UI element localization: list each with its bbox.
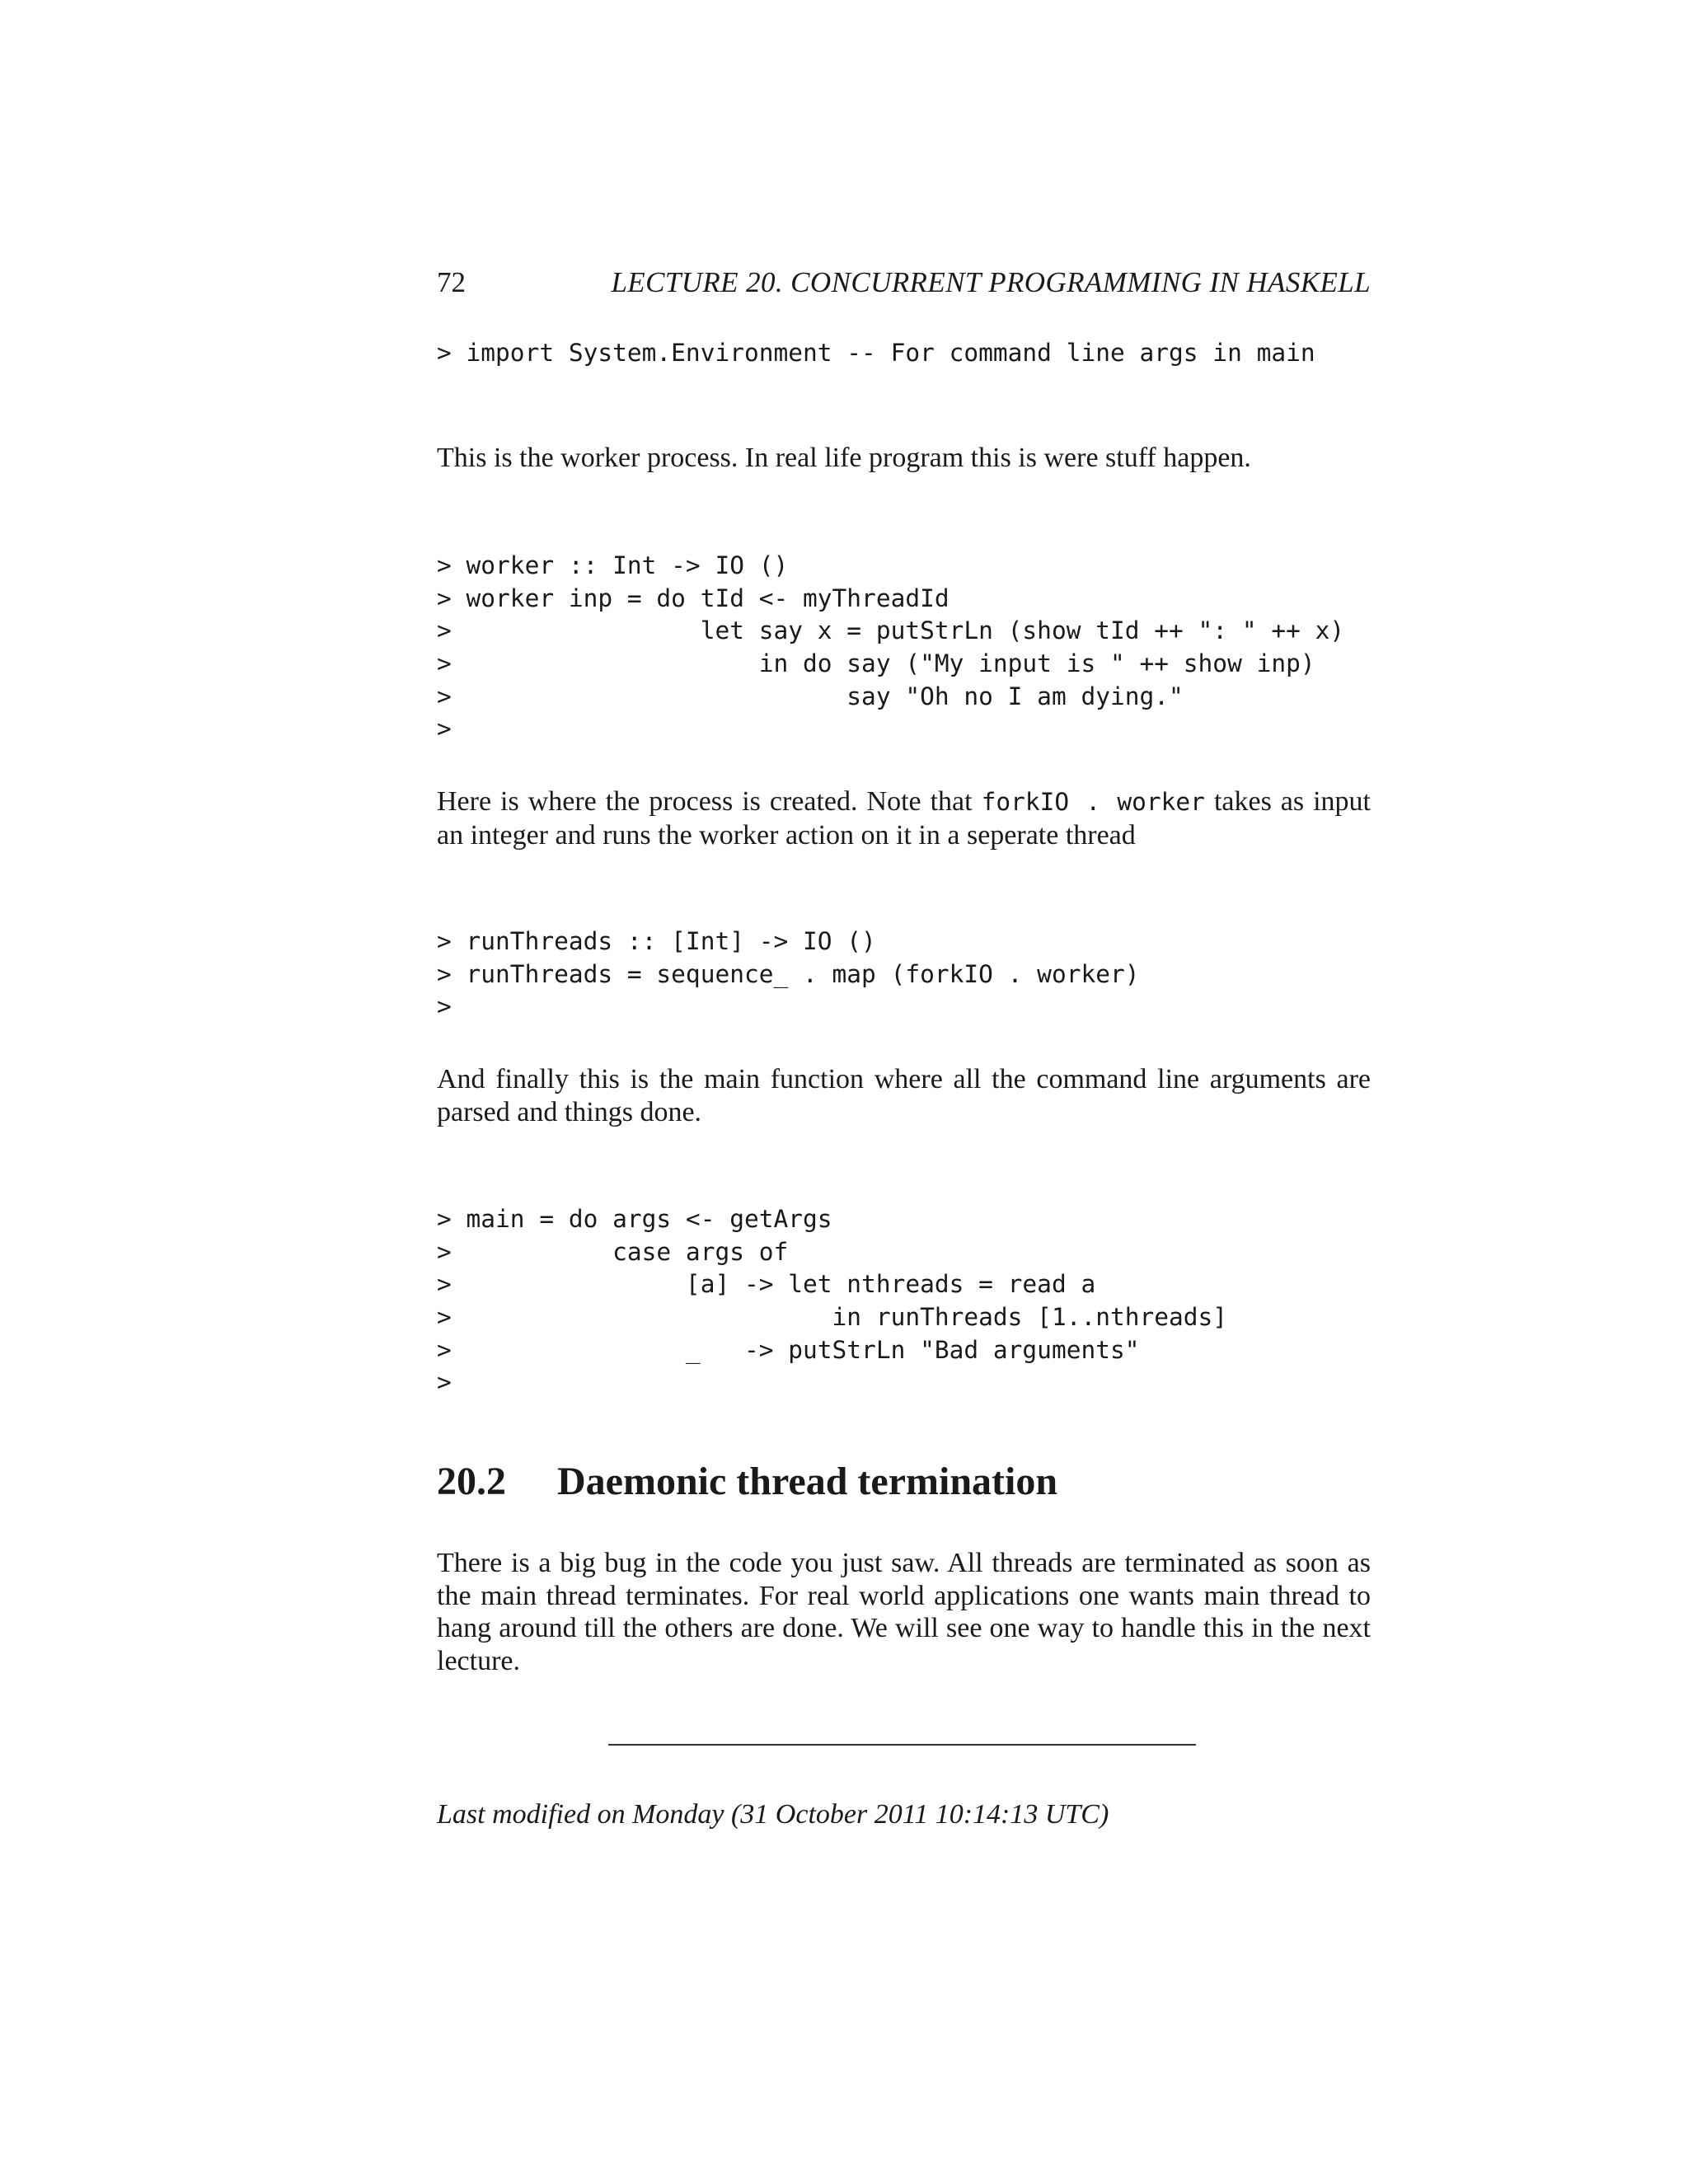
code-block-main xyxy=(437,1203,1227,1399)
code-line: > import System.Environment -- For command line args in main xyxy=(437,339,1315,367)
code-line: > in runThreads [1..nthreads] xyxy=(437,1303,1228,1332)
code-line: > xyxy=(437,715,452,743)
code-block-worker xyxy=(437,550,1344,746)
code-line: > case args of xyxy=(437,1237,789,1266)
code-line: > runThreads :: [Int] -> IO () xyxy=(437,927,876,955)
running-header xyxy=(437,264,1371,302)
code-line: > xyxy=(437,992,452,1021)
section-title: Daemonic thread termination xyxy=(557,1460,1058,1503)
paragraph-text: Here is where the process is created. Note that xyxy=(437,786,982,817)
page-number: 72 xyxy=(437,266,466,298)
code-line: > in do say ("My input is " ++ show inp) xyxy=(437,649,1315,678)
inline-code: forkIO . worker xyxy=(981,788,1205,816)
code-line: > let say x = putStrLn (show tId ++ ": " ++ x) xyxy=(437,616,1345,645)
paragraph-worker-intro: This is the worker process. In real life program this is were stuff happen. xyxy=(437,443,1251,473)
paragraph-fork-intro xyxy=(437,785,1371,851)
footer-divider xyxy=(608,1744,1196,1746)
running-title: LECTURE 20. CONCURRENT PROGRAMMING IN HASKELL xyxy=(611,266,1371,298)
paragraph-text: takes as input an integer and runs the worker action on it in a seperate thread xyxy=(437,786,1371,851)
code-line: > runThreads = sequence_ . map (forkIO . worker) xyxy=(437,959,1140,988)
code-line: > worker inp = do tId <- myThreadId xyxy=(437,583,950,612)
last-modified-note: Last modified on Monday (31 October 2011 10:14:13 UTC) xyxy=(437,1799,1109,1830)
code-line: > xyxy=(437,1368,452,1397)
code-block-import xyxy=(437,337,1315,370)
section-number: 20.2 xyxy=(437,1460,506,1503)
code-line: > [a] -> let nthreads = read a xyxy=(437,1270,1096,1299)
paragraph-main-intro: And finally this is the main function where all the command line arguments are parsed and things done. xyxy=(437,1064,1371,1127)
code-block-runthreads xyxy=(437,926,1140,1024)
code-line: > say "Oh no I am dying." xyxy=(437,682,1184,710)
section-heading xyxy=(437,1457,1057,1507)
paragraph-bug-note: There is a big bug in the code you just saw. All threads are terminated as soon as the main thread terminates. For real world applications one wants main thread to hang around till the others are done. We will see one way to handle this in the next lecture. xyxy=(437,1548,1371,1676)
code-line: > main = do args <- getArgs xyxy=(437,1205,832,1233)
code-line: > worker :: Int -> IO () xyxy=(437,551,789,579)
code-line: > _ -> putStrLn "Bad arguments" xyxy=(437,1335,1140,1364)
